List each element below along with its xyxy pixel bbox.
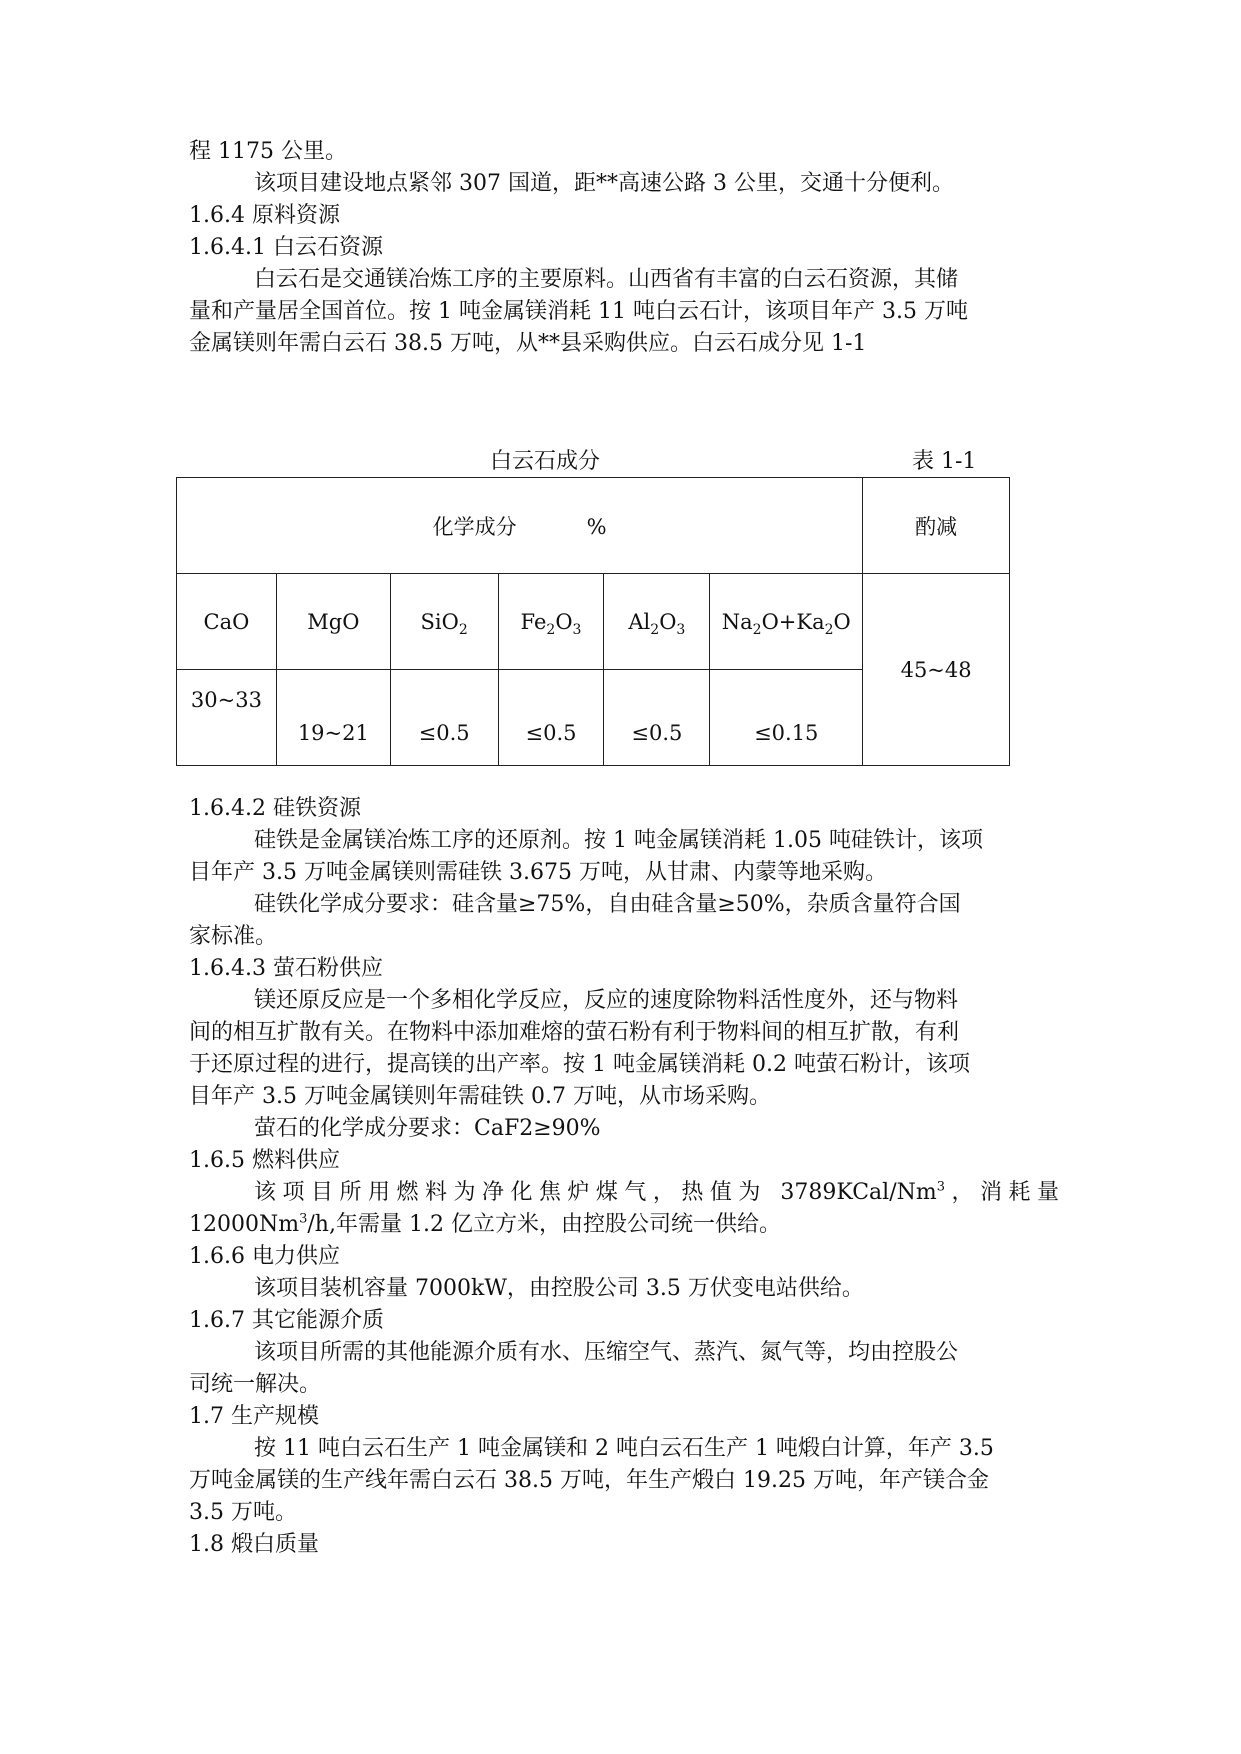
col-cao: CaO [177,574,277,670]
paragraph-text: 间的相互扩散有关。在物料中添加难熔的萤石粉有利于物料间的相互扩散，有利 [189,1020,960,1045]
value-cao: 30~33 [177,670,277,766]
paragraph-text: 该项目装机容量 7000kW，由控股公司 3.5 万伏变电站供给。 [254,1276,864,1301]
paragraph-text: 该项目所需的其他能源介质有水、压缩空气、蒸汽、氮气等，均由控股公 [254,1340,959,1365]
paragraph-text: 目年产 3.5 万吨金属镁则需硅铁 3.675 万吨，从甘肃、内蒙等地采购。 [189,860,887,885]
header-chemical-composition: 化学成分 % [177,478,863,574]
paragraph-text: 万吨金属镁的生产线年需白云石 38.5 万吨，年生产煅白 19.25 万吨，年产镁合金 [189,1468,989,1493]
value-fe2o3: ≤0.5 [498,670,604,766]
paragraph-text: 萤石的化学成分要求：CaF2≥90% [254,1116,601,1141]
paragraph-text: 于还原过程的进行，提高镁的出产率。按 1 吨金属镁消耗 0.2 吨萤石粉计，该项 [189,1052,970,1077]
loss-value: 45~48 [863,574,1010,766]
col-mgo: MgO [276,574,390,670]
section-heading: 1.6.5 燃料供应 [189,1148,340,1173]
section-heading: 1.6.7 其它能源介质 [189,1308,384,1333]
paragraph-text: 目年产 3.5 万吨金属镁则年需硅铁 0.7 万吨，从市场采购。 [189,1084,771,1109]
paragraph-text: 硅铁是金属镁冶炼工序的还原剂。按 1 吨金属镁消耗 1.05 吨硅铁计，该项 [254,828,983,853]
col-sio2: SiO$_2$ [390,574,498,670]
value-al2o3: ≤0.5 [604,670,710,766]
paragraph-text: 程 1175 公里。 [189,139,347,164]
section-heading: 1.6.4.1 白云石资源 [189,235,383,260]
paragraph-text: 镁还原反应是一个多相化学反应，反应的速度除物料活性度外，还与物料 [254,988,959,1013]
col-na2o-ka2o: $Na_2O+Ka_2O$ [710,574,863,670]
header-loss: 酌减 [863,478,1010,574]
table-title: 白云石成分 [490,449,601,474]
paragraph-text: 12000Nm$^3$/h,年需量 1.2 亿立方米，由控股公司统一供给。 [189,1211,781,1237]
section-heading: 1.6.4.2 硅铁资源 [189,796,361,821]
section-heading: 1.6.4 原料资源 [189,203,340,228]
paragraph-text: 硅铁化学成分要求：硅含量≥75%，自由硅含量≥50%，杂质含量符合国 [254,892,961,917]
paragraph-text: 白云石是交通镁冶炼工序的主要原料。山西省有丰富的白云石资源，其储 [254,267,959,292]
section-heading: 1.6.4.3 萤石粉供应 [189,956,383,981]
section-heading: 1.8 煅白质量 [189,1532,319,1557]
paragraph-text: 该项目建设地点紧邻 307 国道，距**高速公路 3 公里，交通十分便利。 [254,171,954,196]
table-number: 表 1-1 [912,449,977,474]
paragraph-text: 金属镁则年需白云石 38.5 万吨，从**县采购供应。白云石成分见 1-1 [189,331,867,356]
section-heading: 1.6.6 电力供应 [189,1244,340,1269]
paragraph-text: 该项目所用燃料为净化焦炉煤气，热值为 3789KCal/Nm$^3$，消耗量 [254,1179,1059,1205]
paragraph-text: 司统一解决。 [189,1372,322,1397]
composition-table [176,477,1010,766]
paragraph-text: 量和产量居全国首位。按 1 吨金属镁消耗 11 吨白云石计，该项目年产 3.5 万吨 [189,299,968,324]
paragraph-text: 家标准。 [189,924,278,949]
col-al2o3: $Al_2O_3$ [604,574,710,670]
value-sio2: ≤0.5 [390,670,498,766]
col-fe2o3: $Fe_2O_3$ [498,574,604,670]
paragraph-text: 3.5 万吨。 [189,1500,297,1525]
section-heading: 1.7 生产规模 [189,1404,319,1429]
value-mgo: 19~21 [276,670,390,766]
paragraph-text: 按 11 吨白云石生产 1 吨金属镁和 2 吨白云石生产 1 吨煅白计算，年产 3.5 [254,1436,994,1461]
value-na2o-ka2o: ≤0.15 [710,670,863,766]
